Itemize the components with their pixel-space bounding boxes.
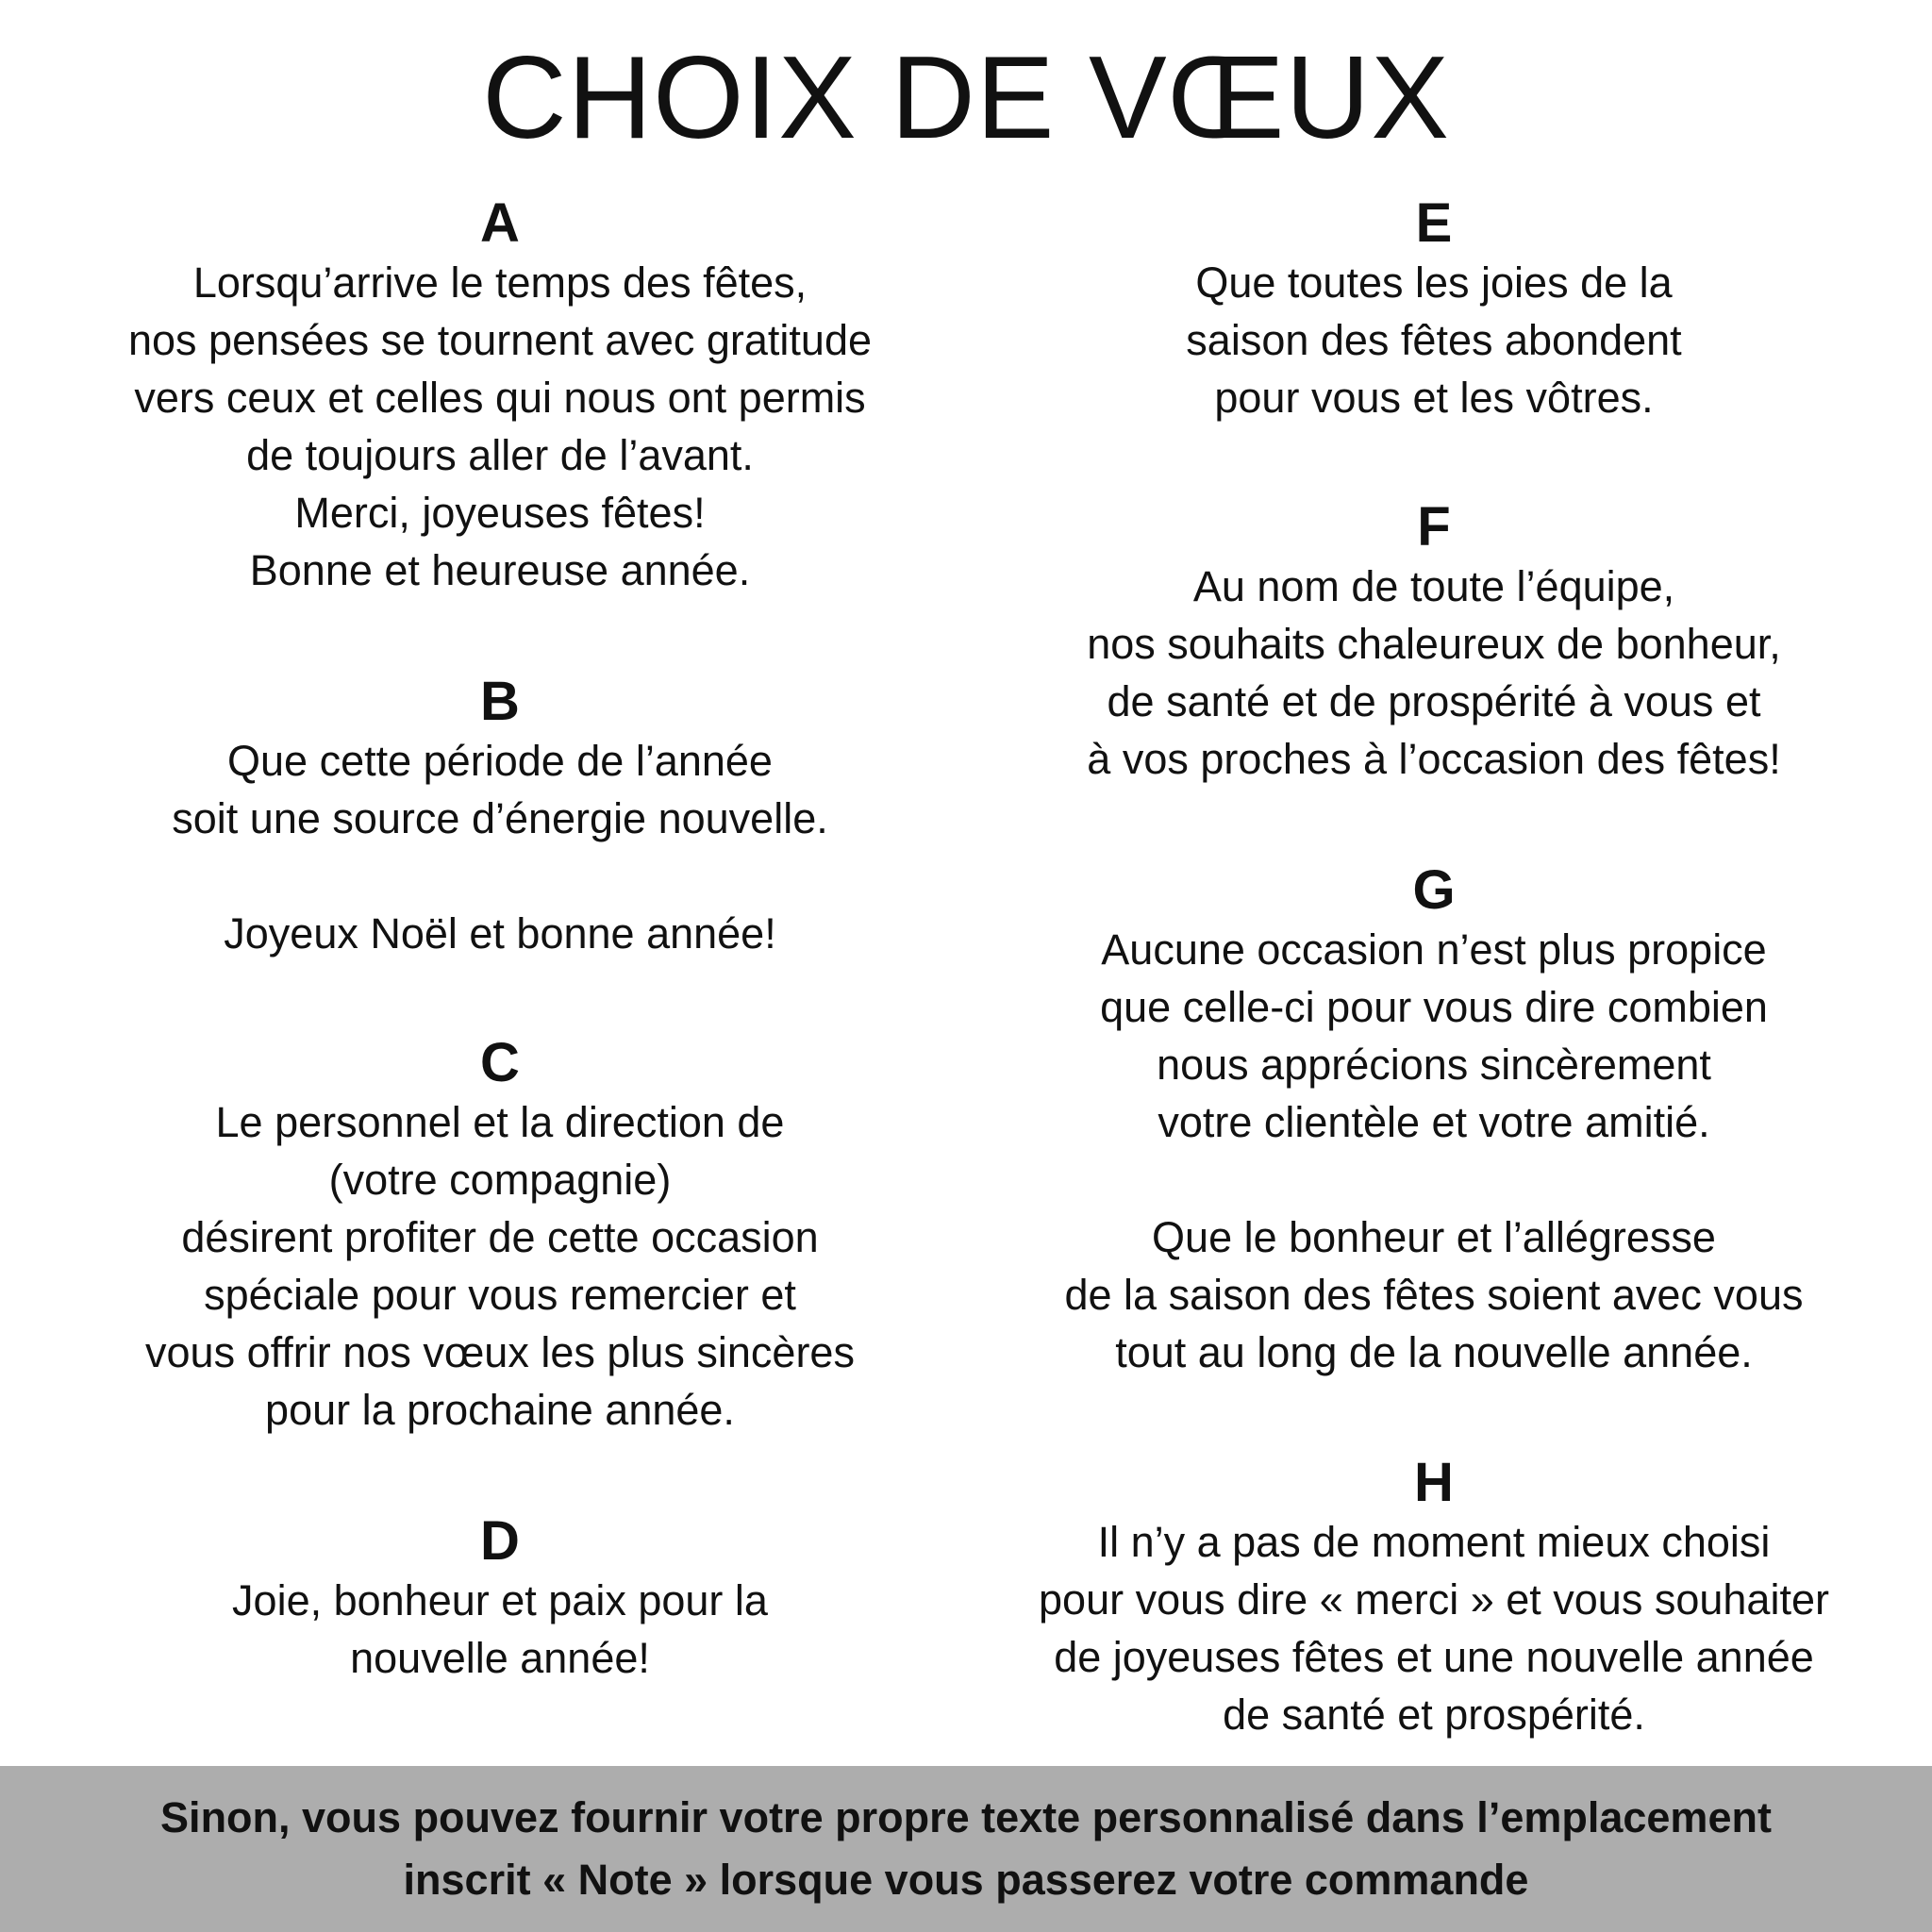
option-line: Au nom de toute l’équipe, — [1192, 562, 1675, 610]
option-line: tout au long de la nouvelle année. — [1115, 1328, 1753, 1376]
footer-banner — [0, 1766, 1932, 1932]
option-line: de la saison des fêtes soient avec vous — [1064, 1271, 1804, 1319]
option-line: nous apprécions sincèrement — [1157, 1041, 1711, 1089]
option-line: Joie, bonheur et paix pour la — [232, 1576, 768, 1624]
left-column — [57, 0, 943, 1764]
right-column — [981, 0, 1887, 1764]
option-line: vous offrir nos vœux les plus sincères — [145, 1328, 855, 1376]
option-line: Bonne et heureuse année. — [249, 546, 751, 594]
option-line: de santé et prospérité. — [1223, 1690, 1645, 1739]
option-line: désirent profiter de cette occasion — [181, 1213, 819, 1261]
option-letter: D — [480, 1510, 520, 1572]
option-line: Merci, joyeuses fêtes! — [294, 489, 706, 537]
option-line: de santé et de prospérité à vous et — [1107, 677, 1761, 725]
spacer — [981, 1151, 1887, 1208]
option-letter: G — [1412, 859, 1456, 921]
option-line: que celle-ci pour vous dire combien — [1100, 983, 1768, 1031]
option-line: de joyeuses fêtes et une nouvelle année — [1054, 1633, 1814, 1681]
option-line: pour la prochaine année. — [265, 1386, 735, 1434]
option-letter: E — [1415, 192, 1453, 254]
page-title: CHOIX DE VŒUX — [482, 33, 1450, 163]
option-line: Lorsqu’arrive le temps des fêtes, — [192, 258, 808, 307]
option-line: Que toutes les joies de la — [1195, 258, 1673, 307]
option-line: nos pensées se tournent avec gratitude — [127, 316, 873, 364]
option-line: votre clientèle et votre amitié. — [1158, 1098, 1710, 1146]
footer-line: Sinon, vous pouvez fournir votre propre texte personnalisé dans l’emplacement — [160, 1793, 1772, 1841]
option-line: de toujours aller de l’avant. — [246, 431, 754, 479]
option-line: pour vous dire « merci » et vous souhaiter — [1039, 1575, 1829, 1624]
option-letter: F — [1417, 496, 1451, 558]
option-c — [57, 1033, 943, 1439]
option-line: à vos proches à l’occasion des fêtes! — [1087, 735, 1781, 783]
option-e — [981, 193, 1887, 426]
option-g — [981, 860, 1887, 1381]
option-line: soit une source d’énergie nouvelle. — [172, 794, 828, 842]
option-line: Joyeux Noël et bonne année! — [224, 909, 776, 958]
option-line: Que le bonheur et l’allégresse — [1152, 1213, 1716, 1261]
option-line: spéciale pour vous remercier et — [204, 1271, 796, 1319]
option-letter: H — [1414, 1452, 1454, 1513]
option-h — [981, 1453, 1887, 1743]
option-line: Il n’y a pas de moment mieux choisi — [1097, 1518, 1771, 1566]
option-line: Aucune occasion n’est plus propice — [1101, 925, 1767, 974]
option-line: (votre compagnie) — [328, 1156, 672, 1204]
option-line: nos souhaits chaleureux de bonheur, — [1087, 620, 1781, 668]
option-f — [981, 497, 1887, 788]
footer-line: inscrit « Note » lorsque vous passerez votre commande — [403, 1856, 1529, 1904]
option-line: pour vous et les vôtres. — [1214, 374, 1654, 422]
spacer — [57, 847, 943, 905]
option-line: vers ceux et celles qui nous ont permis — [134, 374, 866, 422]
option-line: Le personnel et la direction de — [215, 1098, 785, 1146]
option-line: saison des fêtes abondent — [1186, 316, 1682, 364]
option-letter: C — [480, 1032, 520, 1093]
option-a — [57, 193, 943, 599]
option-line: nouvelle année! — [350, 1634, 650, 1682]
option-b — [57, 672, 943, 962]
option-line: Que cette période de l’année — [227, 737, 773, 785]
option-letter: B — [480, 671, 520, 732]
option-d — [57, 1511, 943, 1687]
option-letter: A — [480, 192, 520, 254]
